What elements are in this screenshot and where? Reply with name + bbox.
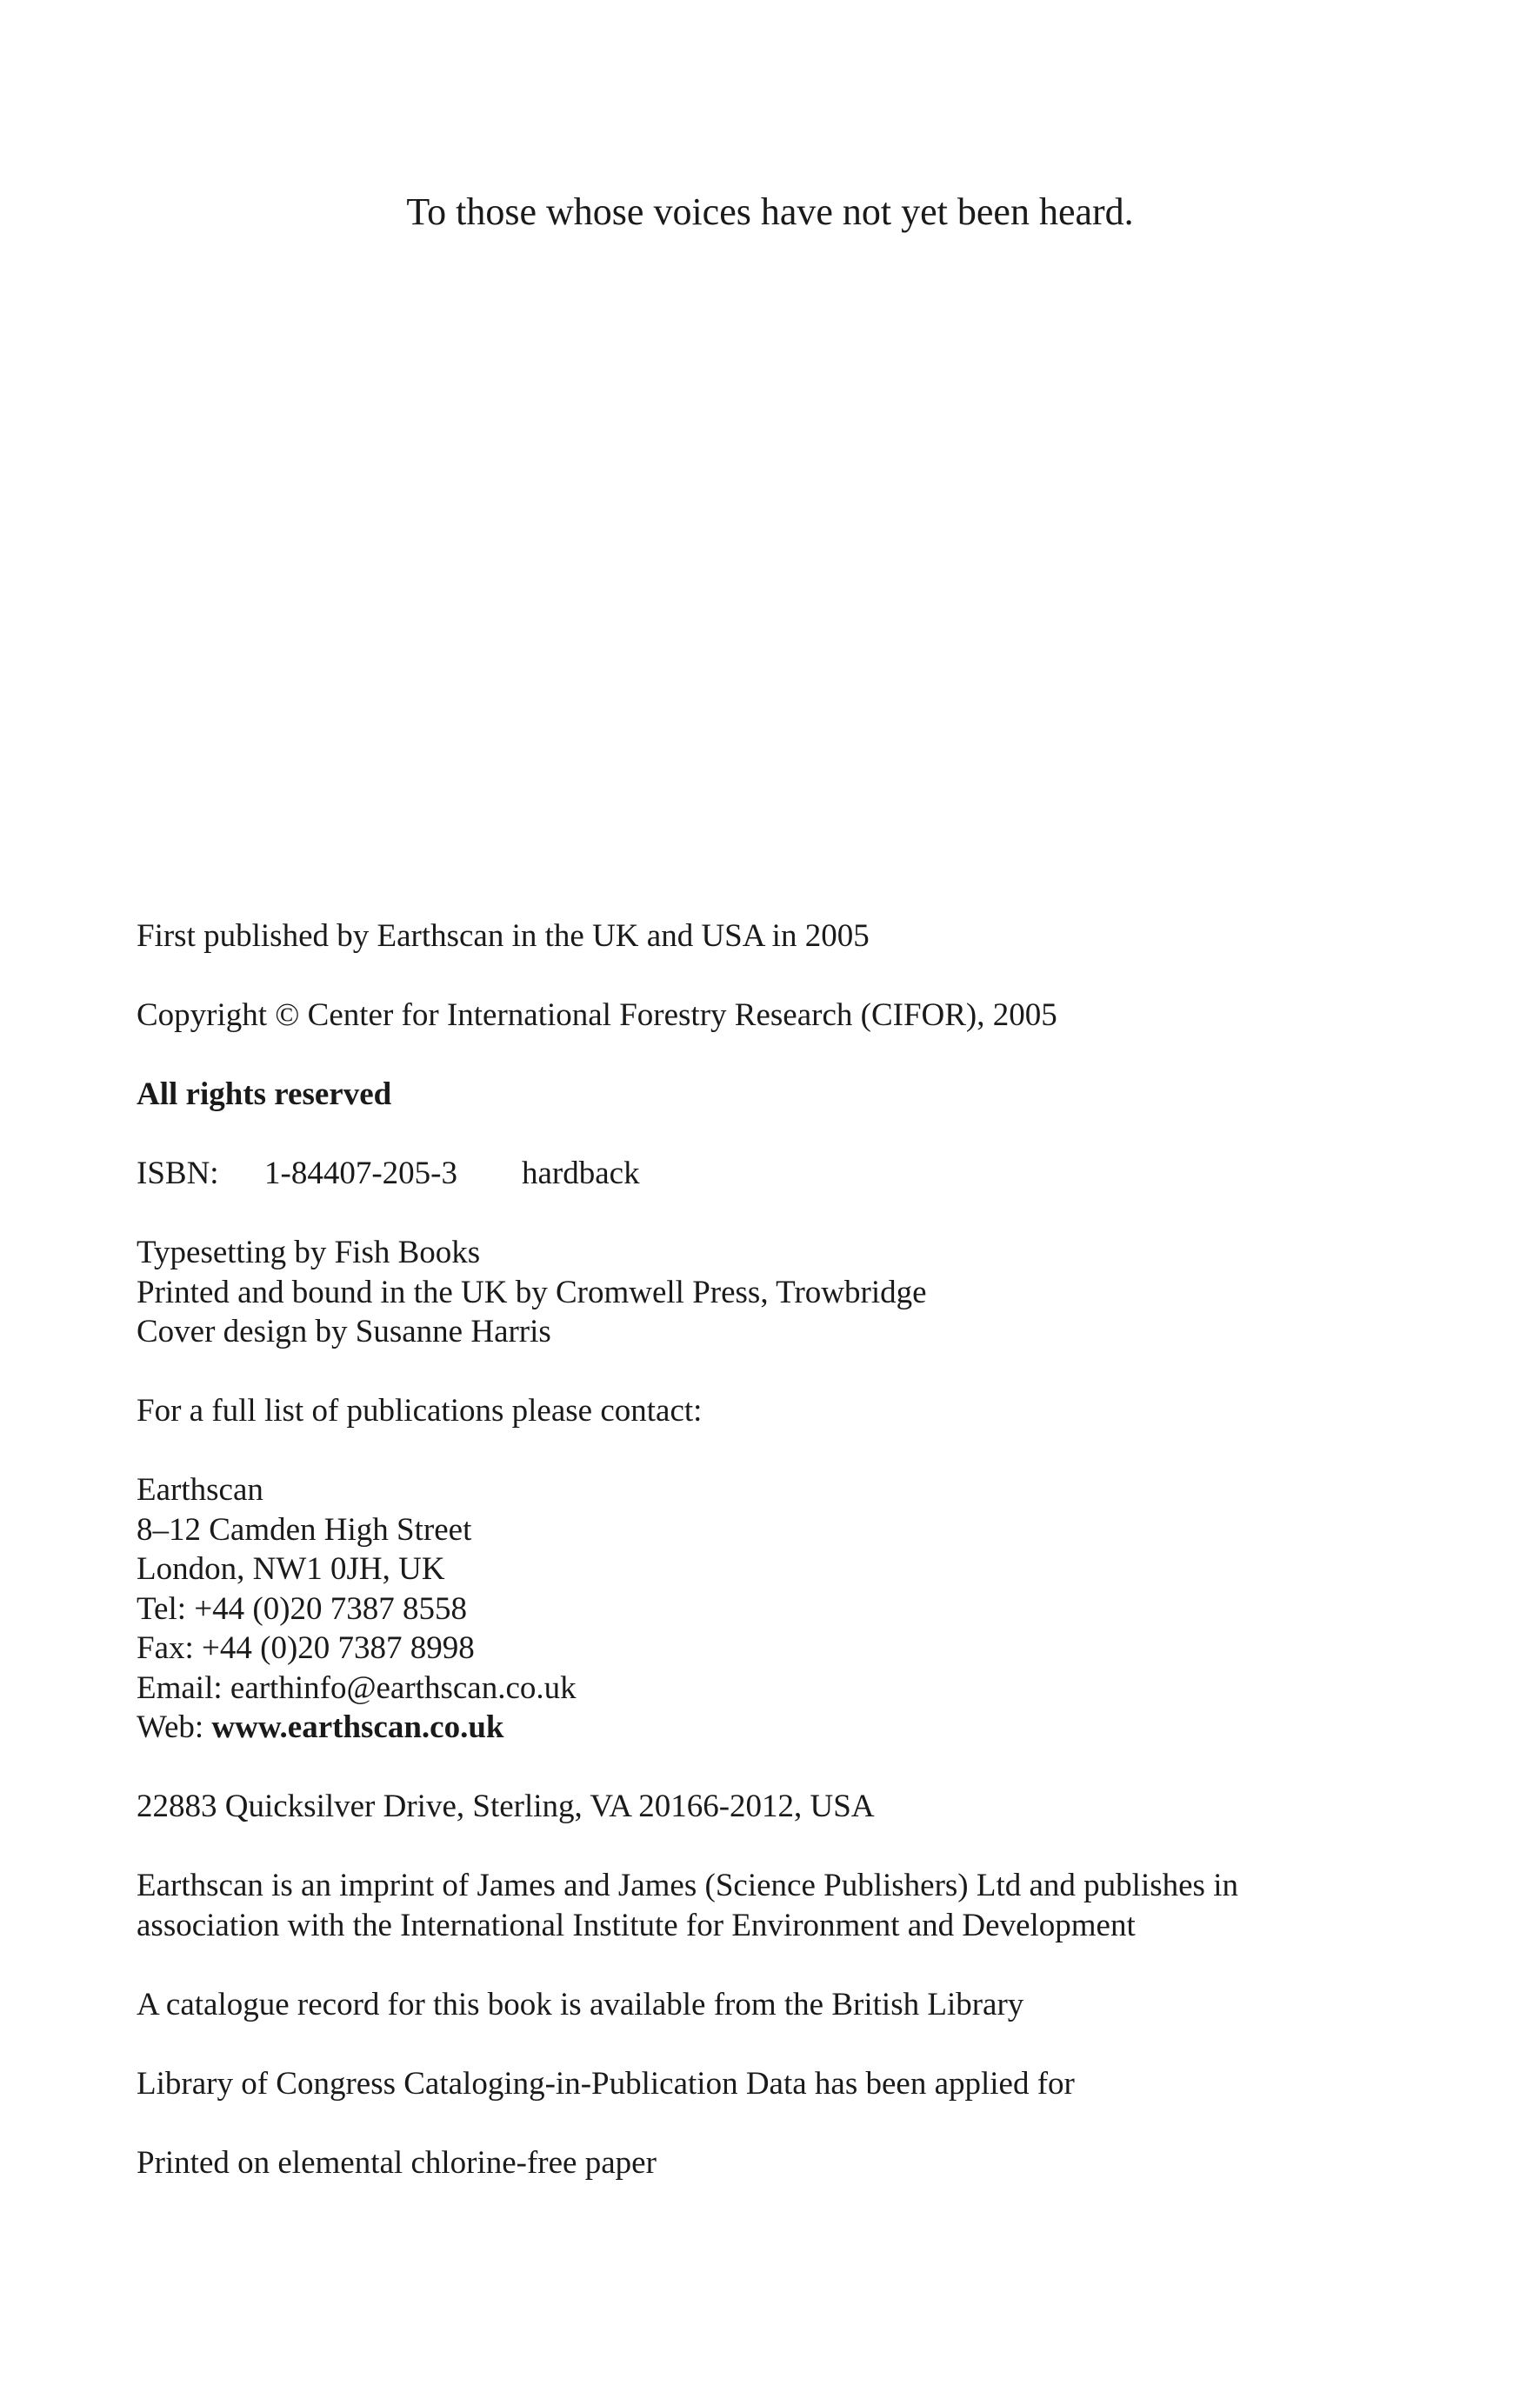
spacer — [137, 1431, 1441, 1471]
publisher-fax: Fax: +44 (0)20 7387 8998 — [137, 1630, 475, 1666]
isbn-format: hardback — [522, 1156, 640, 1191]
spacer — [137, 956, 1441, 996]
spacer — [137, 1194, 1441, 1234]
cover-design-credit: Cover design by Susanne Harris — [137, 1314, 551, 1349]
library-of-congress-line: Library of Congress Cataloging-in-Publication Data has been applied for — [137, 2065, 1075, 2102]
web-url: www.earthscan.co.uk — [211, 1709, 504, 1745]
typesetting-credit: Typesetting by Fish Books — [137, 1235, 481, 1270]
spacer — [137, 1827, 1441, 1867]
web-label: Web: — [137, 1709, 212, 1745]
spacer — [137, 1748, 1441, 1788]
publisher-web-line — [137, 1708, 1441, 1748]
first-published-line: First published by Earthscan in the UK and USA in 2005 — [137, 918, 870, 954]
rights-line: All rights reserved — [137, 1076, 392, 1112]
spacer — [137, 1115, 1441, 1155]
publisher-email: Email: earthinfo@earthscan.co.uk — [137, 1669, 577, 1706]
spacer — [137, 1036, 1441, 1076]
contact-intro: For a full list of publications please contact: — [137, 1393, 703, 1429]
paper-line: Printed on elemental chlorine-free paper — [137, 2144, 657, 2181]
spacer — [137, 1352, 1441, 1392]
spacer — [137, 2103, 1441, 2143]
publisher-city: London, NW1 0JH, UK — [137, 1551, 445, 1587]
isbn-number: 1-84407-205-3 — [264, 1156, 457, 1191]
isbn-line — [137, 1154, 1441, 1194]
publisher-tel: Tel: +44 (0)20 7387 8558 — [137, 1590, 468, 1627]
isbn-label: ISBN: — [137, 1156, 219, 1191]
british-library-line: A catalogue record for this book is available from the British Library — [137, 1986, 1024, 2022]
imprint-statement-line-2: association with the International Institute for Environment and Development — [137, 1907, 1136, 1943]
spacer — [137, 1945, 1441, 1985]
dedication: To those whose voices have not yet been heard. — [406, 190, 1134, 233]
copyright-line: Copyright © Center for International Forestry Research (CIFOR), 2005 — [137, 997, 1057, 1033]
imprint-statement-line-1: Earthscan is an imprint of James and James (Science Publishers) Ltd and publishes in — [137, 1868, 1238, 1903]
copyright-imprint — [137, 916, 1441, 2182]
spacer — [137, 2024, 1441, 2064]
publisher-name: Earthscan — [137, 1472, 263, 1508]
printing-credit: Printed and bound in the UK by Cromwell Press, Trowbridge — [137, 1274, 927, 1310]
us-address: 22883 Quicksilver Drive, Sterling, VA 20166-2012, USA — [137, 1789, 875, 1824]
publisher-street: 8–12 Camden High Street — [137, 1511, 472, 1548]
